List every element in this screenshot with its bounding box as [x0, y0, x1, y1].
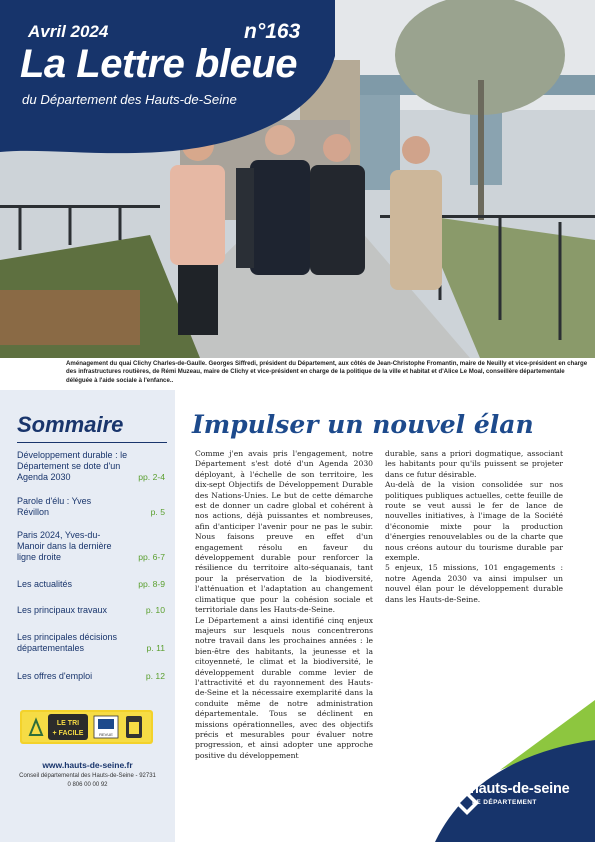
sommaire-item-pages: pp. 2-4 — [138, 472, 165, 482]
sommaire-item-pages: p. 10 — [145, 605, 165, 615]
editorial-column-2 — [385, 449, 563, 605]
address-text: Conseil départemental des Hauts-de-Seine - 92731 — [19, 773, 156, 779]
cover-photo — [0, 0, 595, 358]
sommaire-item[interactable] — [17, 671, 165, 682]
phone-number: 0 806 00 00 92 — [67, 782, 108, 788]
recycle-badge-line1: LE TRI — [56, 720, 80, 727]
editorial-paragraph: Comme j'en avais pris l'engagement, notre Département s'est doté d'un Agenda 2030 déployant, à l'échelle de son territoire, les dix-sept Objectifs de Développement Durable des Nations-Unies. Le but de cette démarche est de donner un cadre global et cohérent à nos actions, déjà puissantes et nombreuses, afin d'anticiper l'avenir pour ne pas le subir. Nous faisons preuve en effet d'un engagement résolu en faveur du développement durable pour renforcer la résilience du territoire alto-séquanais, tant pour la préservation de la biodiversité, l'atténuation et l'adaptation au changement climatique que pour la cohésion sociale et territoriale dans les Hauts-de-Seine. — [195, 449, 373, 615]
editorial-title: Impulser un nouvel élan — [192, 410, 534, 439]
issue-date: Avril 2024 — [28, 22, 109, 41]
sommaire-item-pages: pp. 8-9 — [138, 579, 165, 589]
publication-subtitle: du Département des Hauts-de-Seine — [22, 92, 237, 107]
issue-number: n°163 — [244, 20, 301, 43]
sommaire-item[interactable] — [17, 450, 165, 483]
sommaire-title: Sommaire — [17, 412, 124, 437]
sommaire-item[interactable] — [17, 530, 165, 563]
sommaire-item-pages: p. 12 — [145, 671, 165, 681]
sommaire-item[interactable] — [17, 605, 165, 616]
sommaire-item[interactable] — [17, 496, 165, 518]
sommaire-divider — [17, 442, 167, 443]
editorial-paragraph: durable, sans a priori dogmatique, associant les habitants pour qu'ils puissent se projeter dans ce futur désirable. — [385, 449, 563, 479]
department-logo-name: hauts-de-seine — [470, 781, 570, 797]
brand-corner — [405, 700, 595, 842]
sommaire-item-pages: p. 5 — [150, 507, 165, 517]
editorial-paragraph: Au-delà de la vision consolidée sur nos politiques publiques actuelles, cette feuille de route se veut aussi le fer de lance de nouvelles initiatives, à l'image de la Société d'économie mixte pour la production d'énergies renouvelables ou de la charte que nous créons autour du tourisme durable par exemple. — [385, 480, 563, 563]
sommaire-sidebar — [0, 390, 175, 842]
sommaire-item-label: Développement durable : le Département se dote d'un Agenda 2030 — [17, 450, 128, 482]
sommaire-item-label: Les actualités — [17, 579, 73, 589]
website-link[interactable]: www.hauts-de-seine.fr — [42, 760, 133, 770]
recycle-badge — [20, 710, 153, 744]
editorial-paragraph: Le Département a ainsi identifié cinq enjeux majeurs sur lesquels nous concentrerons notre travail dans les prochaines années : le bien-être des habitants, la jeunesse et la citoyenneté, le climat et la biodiversité, le développement durable comme levier de l'attractivité et du rayonnement des Hauts-de-Seine et la nécessaire exemplarité dans la conduite même de notre administration départementale. Tous se déclinent en missions opérationnelles, avec des objectifs précis et mesurables pour évaluer notre progression, et ainsi adopter une approche positive du développement — [195, 615, 373, 760]
sommaire-item-pages: pp. 6-7 — [138, 552, 165, 562]
sommaire-item-label: Les offres d'emploi — [17, 671, 93, 681]
editorial-paragraph: 5 enjeux, 15 missions, 101 engagements : notre Agenda 2030 va ainsi impulser un nouvel élan pour le développement durable dans les Hauts-de-Seine. — [385, 563, 563, 604]
sommaire-item[interactable] — [17, 579, 165, 590]
sommaire-item-label: Paris 2024, Yves-du-Manoir dans la dernière ligne droite — [17, 530, 112, 562]
photo-caption: Aménagement du quai Clichy Charles-de-Gaulle. Georges Siffredi, président du Département, aux côtés de Jean-Christophe Fromantin, maire de Neuilly et vice-président en charge des infrastructures routières, de Rémi Muzeau, maire de Clichy et vice-président en charge de la politique de la ville et habitat et d'Alice Le Moal, conseillère départementale déléguée à l'aide sociale à l'enfance.. — [66, 360, 588, 384]
sommaire-item-label: Les principaux travaux — [17, 605, 108, 615]
sommaire-item[interactable] — [17, 632, 165, 654]
publication-title: La Lettre bleue — [20, 42, 298, 86]
recycle-badge-tag: REVUE — [99, 732, 113, 737]
recycle-badge-line2: + FACILE — [52, 730, 84, 737]
sommaire-item-pages: p. 11 — [146, 643, 165, 653]
department-logo-sub: LE DÉPARTEMENT — [472, 799, 537, 806]
sommaire-item-label: Les principales décisions départementales — [17, 632, 118, 653]
editorial-column-1 — [195, 449, 373, 761]
sommaire-item-label: Parole d'élu : Yves Révillon — [17, 496, 92, 517]
